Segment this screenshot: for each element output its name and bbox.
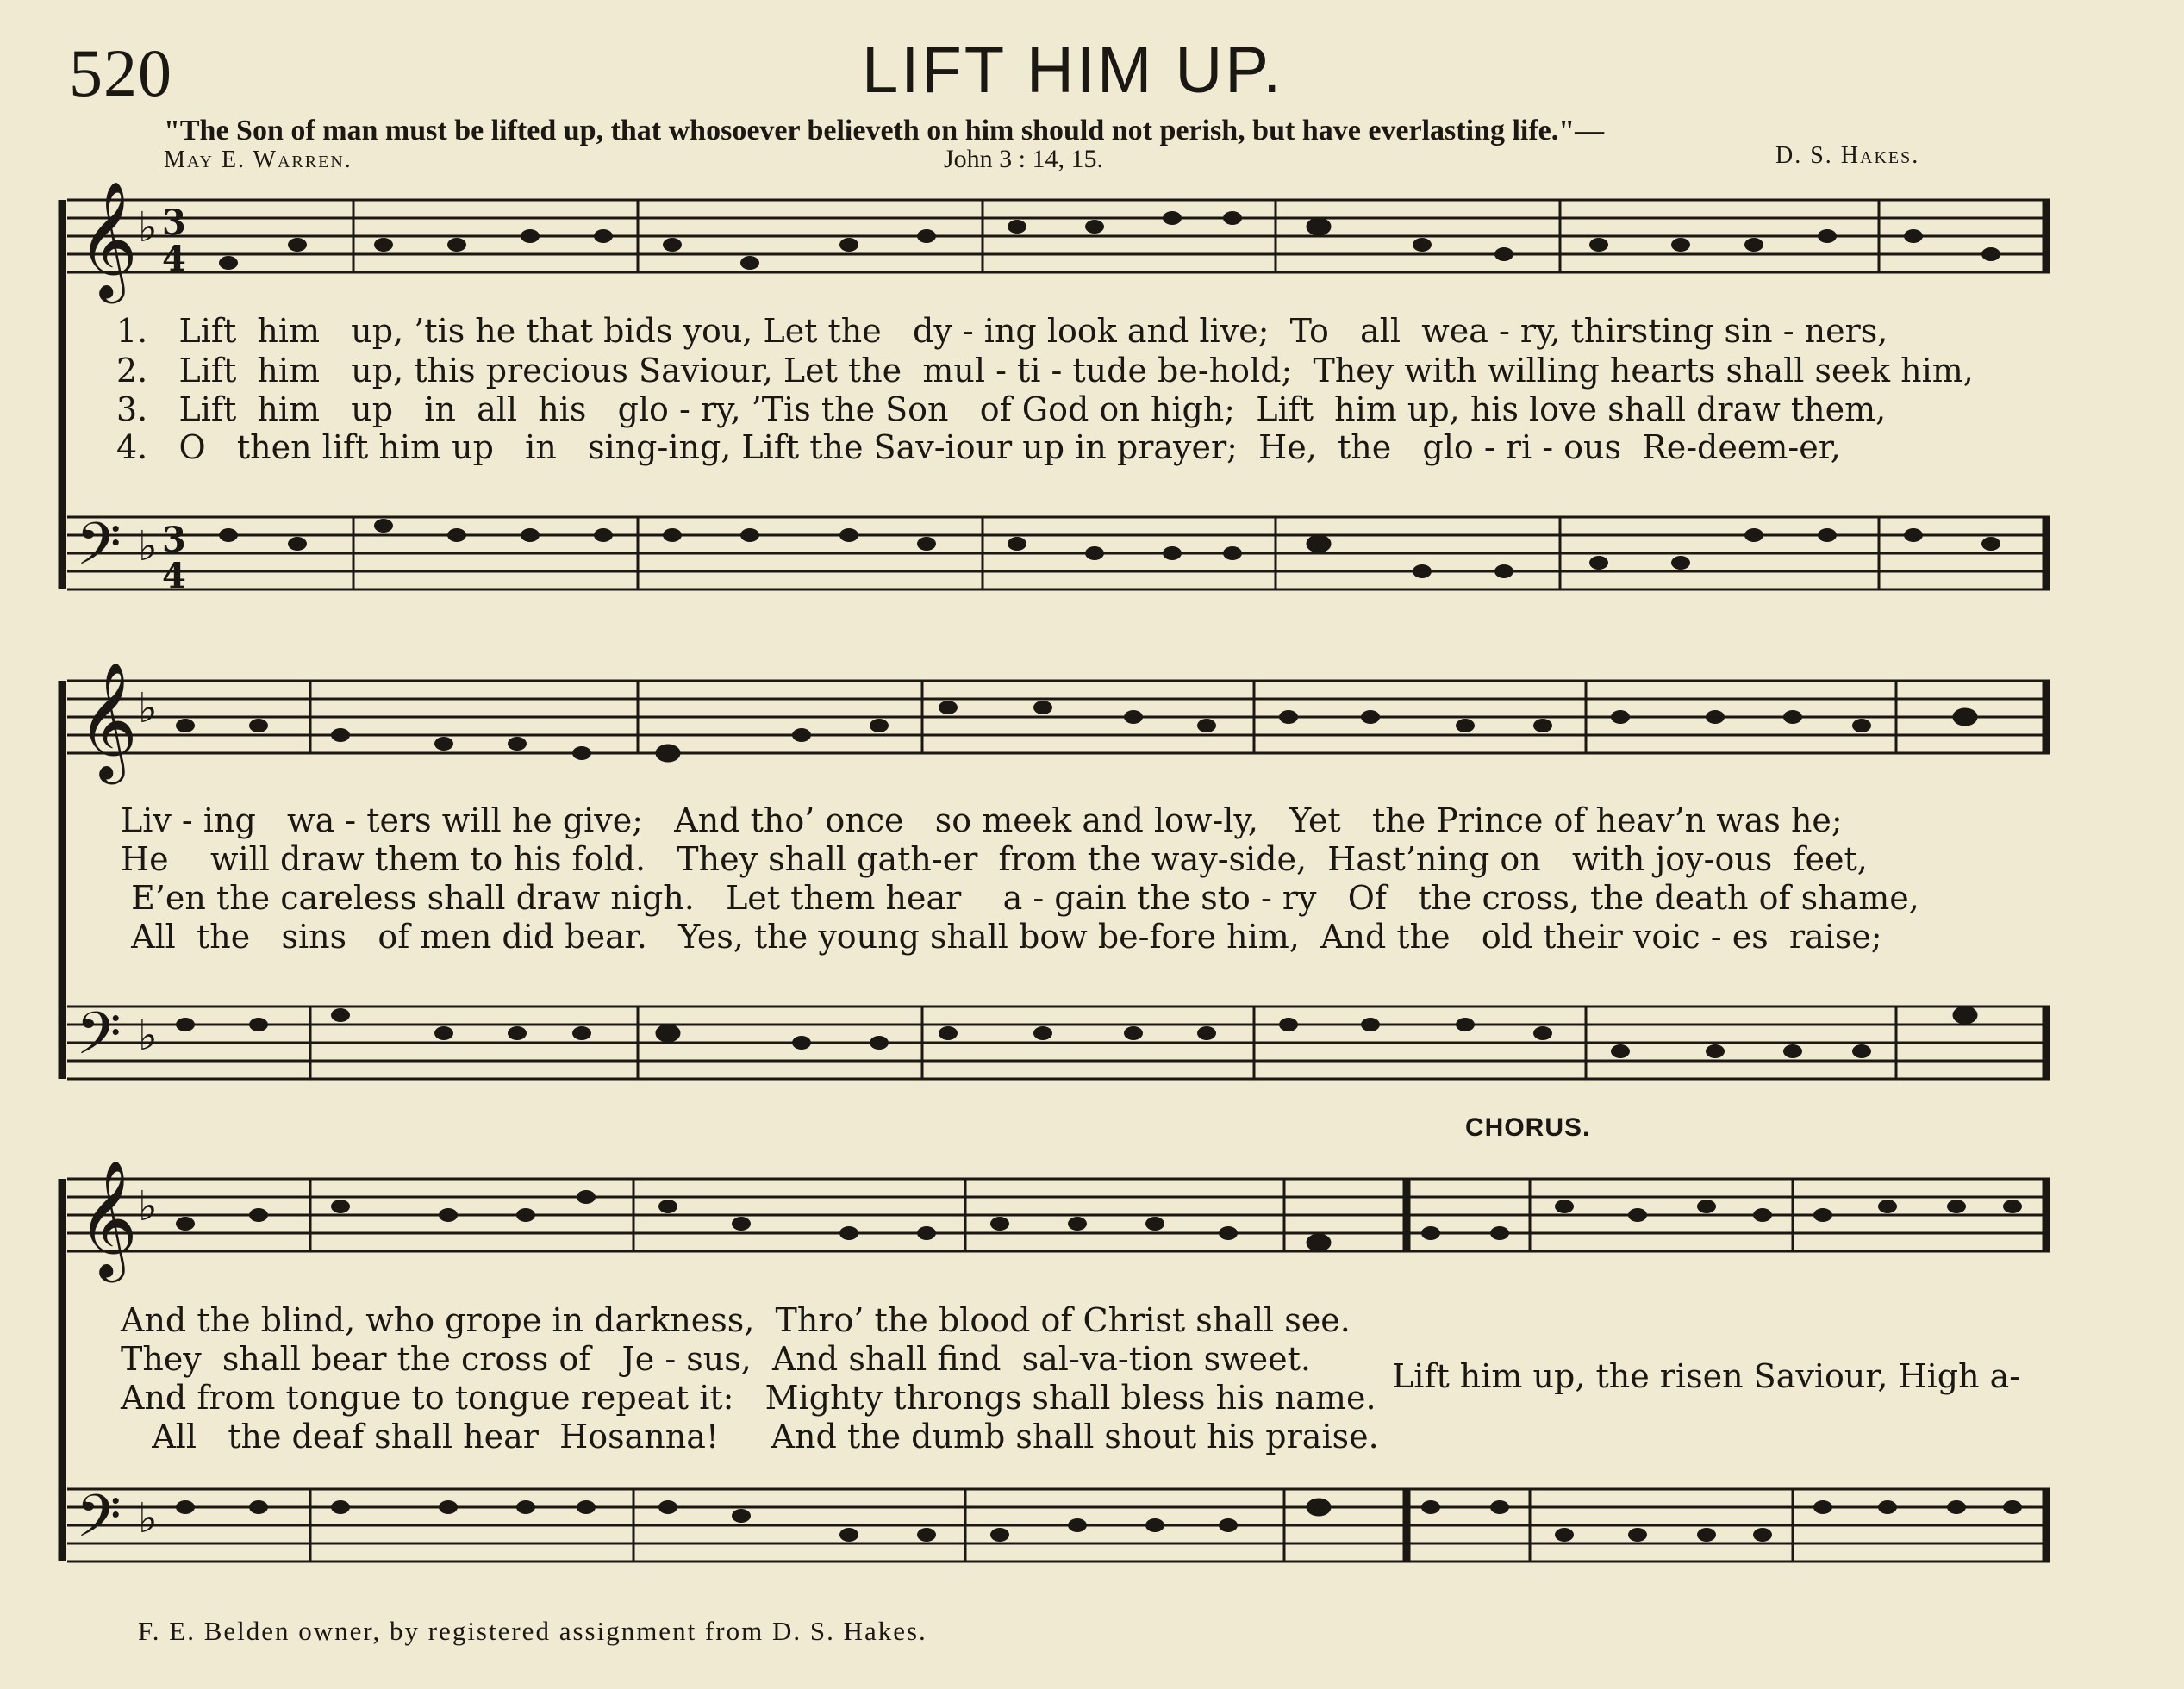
time-sig-bottom-bass: 4 <box>162 556 186 596</box>
chorus-lyric: Lift him up, the risen Saviour, High a- <box>1392 1357 2021 1395</box>
chorus-label: CHORUS. <box>1465 1113 1591 1142</box>
key-flat-treble-1: ♭ <box>138 203 158 252</box>
time-sig-top-bass: 3 <box>162 520 186 560</box>
verse-3-line-3: And from tongue to tongue repeat it: Mighty throngs shall bless his name. <box>121 1379 1376 1417</box>
page-title: LIFT HIM UP. <box>862 34 1284 107</box>
system-3-treble-staff <box>67 1179 2050 1251</box>
verse-2-line-2: He will draw them to his fold. They shall gath-er from the way-side, Hast’ning on with joy-ous feet, <box>121 840 1868 878</box>
system-2-treble-staff <box>67 681 2050 753</box>
hymn-number: 520 <box>69 35 172 110</box>
bass-clef-icon: 𝄢 <box>76 511 122 593</box>
system-1-treble-staff <box>67 200 2050 272</box>
verse-2-line-3: They shall bear the cross of Je - sus, And shall find sal-va-tion sweet. <box>121 1340 1311 1378</box>
lyricist-credit: May E. Warren. <box>164 146 353 173</box>
verse-3-line-2: E’en the careless shall draw nigh. Let them hear a - gain the sto - ry Of the cross, the death of shame, <box>121 879 1919 917</box>
scripture-reference: John 3 : 14, 15. <box>944 145 1104 173</box>
key-flat-treble-3: ♭ <box>138 1182 158 1231</box>
time-sig-top-treble: 3 <box>162 203 186 243</box>
verse-4-line-1: 4. O then lift him up in sing-ing, Lift the Sav-iour up in prayer; He, the glo - ri - ous Re-deem-er, <box>116 428 1841 466</box>
verse-4-line-2: All the sins of men did bear. Yes, the young shall bow be-fore him, And the old their voic - es raise; <box>121 918 1882 956</box>
treble-clef-icon: 𝄞 <box>78 179 138 298</box>
composer-credit: D. S. Hakes. <box>1775 142 1920 169</box>
verse-3-line-1: 3. Lift him up in all his glo - ry, ’Tis the Son of God on high; Lift him up, his love shall draw them, <box>116 390 1887 428</box>
verse-1-line-1: 1. Lift him up, ’tis he that bids you, Let the dy - ing look and live; To all wea - ry, thirsting sin - ners, <box>116 312 1888 350</box>
verse-1-line-3: And the blind, who grope in darkness, Thro’ the blood of Christ shall see. <box>121 1301 1351 1339</box>
verse-2-line-1: 2. Lift him up, this precious Saviour, Let the mul - ti - tude be-hold; They with willing hearts shall seek him, <box>116 352 1974 390</box>
bass-clef-icon-2: 𝄢 <box>76 1000 122 1082</box>
verse-1-line-2: Liv - ing wa - ters will he give; And tho’ once so meek and low-ly, Yet the Prince of heav’n was he; <box>121 801 1843 839</box>
bass-clef-icon-3: 𝄢 <box>76 1483 122 1565</box>
key-flat-treble-2: ♭ <box>138 684 158 732</box>
scripture-epigraph: "The Son of man must be lifted up, that whosoever believeth on him should not perish, but have everlasting life."— <box>164 115 1605 146</box>
system-2-bass-staff <box>67 1007 2050 1079</box>
time-sig-bottom-treble: 4 <box>162 239 186 279</box>
treble-clef-icon-3: 𝄞 <box>78 1158 138 1277</box>
key-flat-bass-2: ♭ <box>138 1012 158 1060</box>
treble-clef-icon-2: 𝄞 <box>78 660 138 779</box>
system-3-bass-staff <box>67 1489 2050 1561</box>
key-flat-bass-3: ♭ <box>138 1494 158 1543</box>
key-flat-bass-1: ♭ <box>138 522 158 570</box>
copyright-footer: F. E. Belden owner, by registered assignment from D. S. Hakes. <box>138 1616 927 1646</box>
verse-4-line-3: All the deaf shall hear Hosanna! And the dumb shall shout his praise. <box>121 1418 1379 1455</box>
system-1-bass-staff <box>67 517 2050 589</box>
